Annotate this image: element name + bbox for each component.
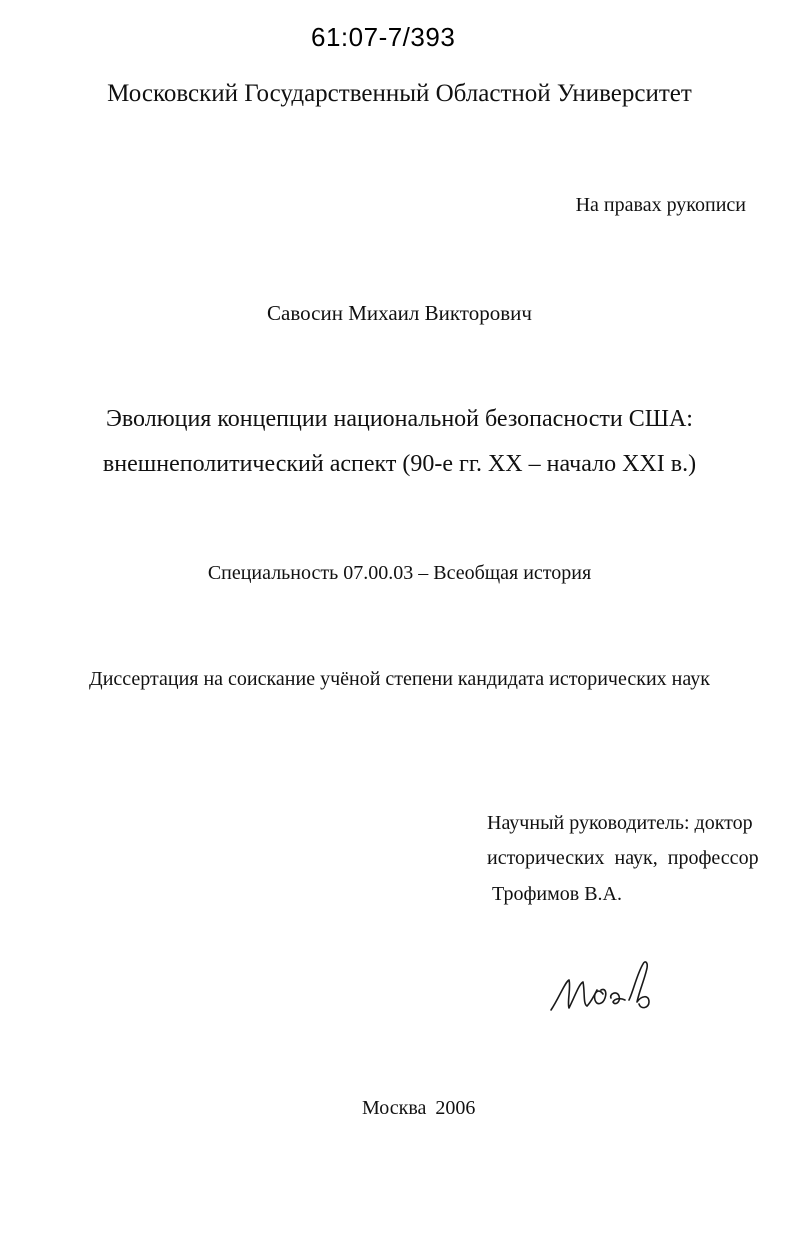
degree-statement: Диссертация на соискание учёной степени кандидата исторических наук bbox=[89, 668, 710, 690]
author-name: Савосин Михаил Викторович bbox=[267, 301, 532, 325]
specialty: Специальность 07.00.03 – Всеобщая история bbox=[207, 562, 592, 584]
city-and-year: Москва 2006 bbox=[362, 1097, 476, 1119]
handwritten-signature bbox=[545, 952, 675, 1022]
dissertation-title-line-1: Эволюция концепции национальной безопасности США: bbox=[106, 406, 693, 432]
university-name: Московский Государственный Областной Университет bbox=[107, 80, 692, 107]
dissertation-title-line-2: внешнеполитический аспект (90-е гг. XX – начало XXI в.) bbox=[102, 451, 697, 477]
advisor-name: Трофимов В.А. bbox=[492, 883, 622, 905]
advisor-line-1: Научный руководитель: доктор bbox=[487, 812, 753, 834]
advisor-line-2: исторических наук, профессор bbox=[487, 847, 759, 869]
catalog-number: 61:07-7/393 bbox=[311, 22, 456, 52]
manuscript-rights: На правах рукописи bbox=[575, 194, 746, 216]
